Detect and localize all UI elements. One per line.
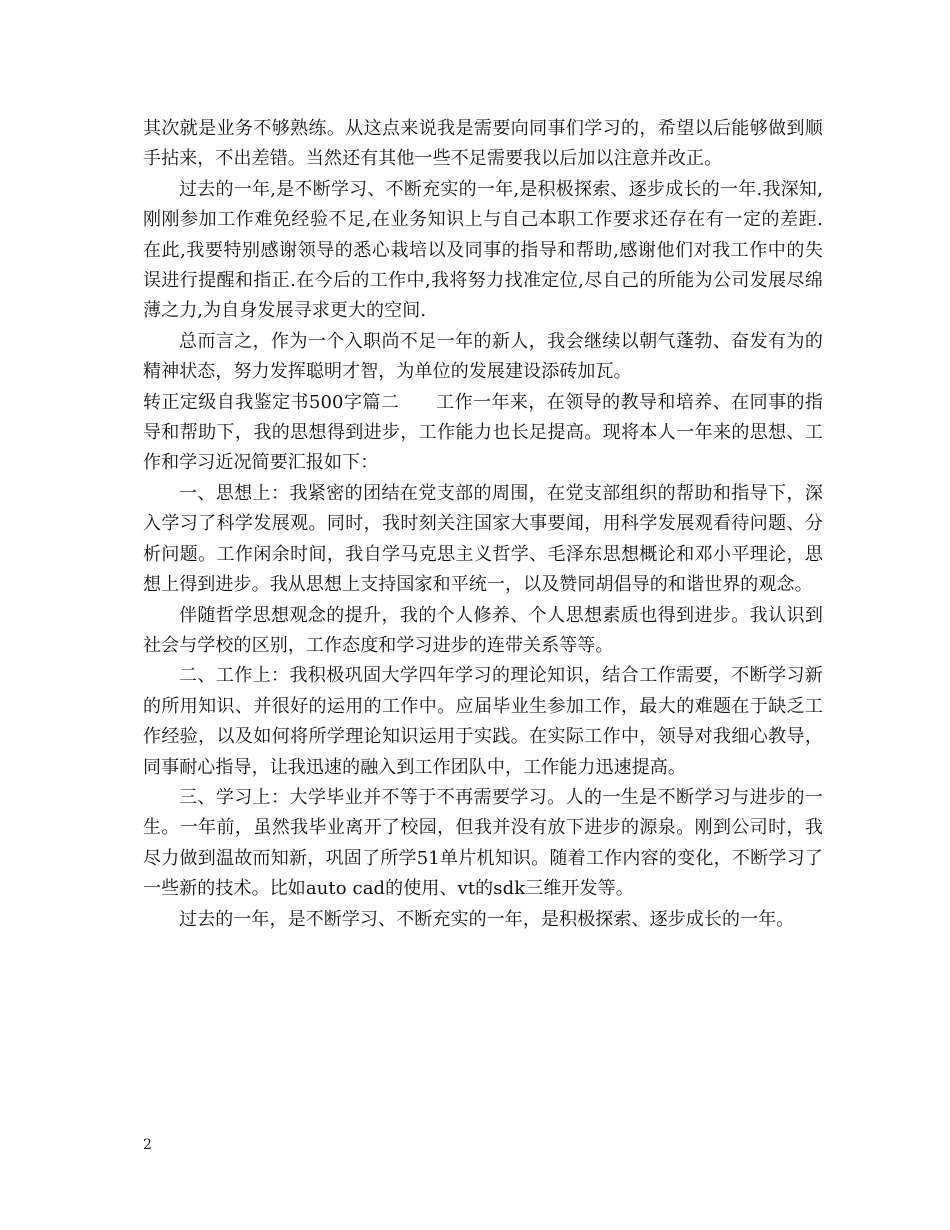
- page-number: 2: [143, 1137, 152, 1153]
- paragraph-section-two-intro: 转正定级自我鉴定书500字篇二 工作一年来，在领导的教导和培养、在同事的指导和帮助下，我的思想得到进步，工作能力也长足提高。现将本人一年来的思想、工作和学习近况简要汇报如下：: [143, 391, 823, 474]
- paragraph-summary: 总而言之，作为一个入职尚不足一年的新人，我会继续以朝气蓬勃、奋发有为的精神状态，努力发挥聪明才智，为单位的发展建设添砖加瓦。: [143, 330, 823, 383]
- paragraph-thought: 一、思想上：我紧密的团结在党支部的周围，在党支部组织的帮助和指导下，深入学习了科学发展观。同时，我时刻关注国家大事要闻，用科学发展观看待问题、分析问题。工作闲余时间，我自学马克思主义哲学、毛泽东思想概论和邓小平理论，思想上得到进步。我从思想上支持国家和平统一，以及赞同胡倡导的和谐世界的观念。: [143, 482, 823, 596]
- paragraph-philosophy: 伴随哲学思想观念的提升，我的个人修养、个人思想素质也得到进步。我认识到社会与学校的区别，工作态度和学习进步的连带关系等等。: [143, 604, 823, 656]
- paragraph-closing: 过去的一年，是不断学习、不断充实的一年，是积极探索、逐步成长的一年。: [179, 908, 795, 930]
- paragraph-work: 二、工作上：我积极巩固大学四年学习的理论知识，结合工作需要，不断学习新的所用知识、并很好的运用的工作中。应届毕业生参加工作，最大的难题在于缺乏工作经验，以及如何将所学理论知识运用于实践。在实际工作中，领导对我细心教导，同事耐心指导，让我迅速的融入到工作团队中，工作能力迅速提高。: [143, 665, 823, 778]
- body-text: [143, 114, 823, 935]
- paragraph-continuation: 其次就是业务不够熟练。从这点来说我是需要向同事们学习的，希望以后能够做到顺手拈来，不出差错。当然还有其他一些不足需要我以后加以注意并改正。: [143, 118, 823, 170]
- paragraph-past-year: 过去的一年,是不断学习、不断充实的一年,是积极探索、逐步成长的一年.我深知,刚刚参加工作难免经验不足,在业务知识上与自己本职工作要求还存在有一定的差距.在此,我要特别感谢领导的悉心栽培以及同事的指导和帮助,感谢他们对我工作中的失误进行提醒和指正.在今后的工作中,我将努力找准定位,尽自己的所能为公司发展尽绵薄之力,为自身发展寻求更大的空间.: [143, 178, 823, 322]
- paragraph-study: 三、学习上：大学毕业并不等于不再需要学习。人的一生是不断学习与进步的一生。一年前，虽然我毕业离开了校园，但我并没有放下进步的源泉。刚到公司时，我尽力做到温故而知新，巩固了所学51单片机知识。随着工作内容的变化，不断学习了一些新的技术。比如auto cad的使用、vt的sdk三维开发等。: [143, 786, 823, 900]
